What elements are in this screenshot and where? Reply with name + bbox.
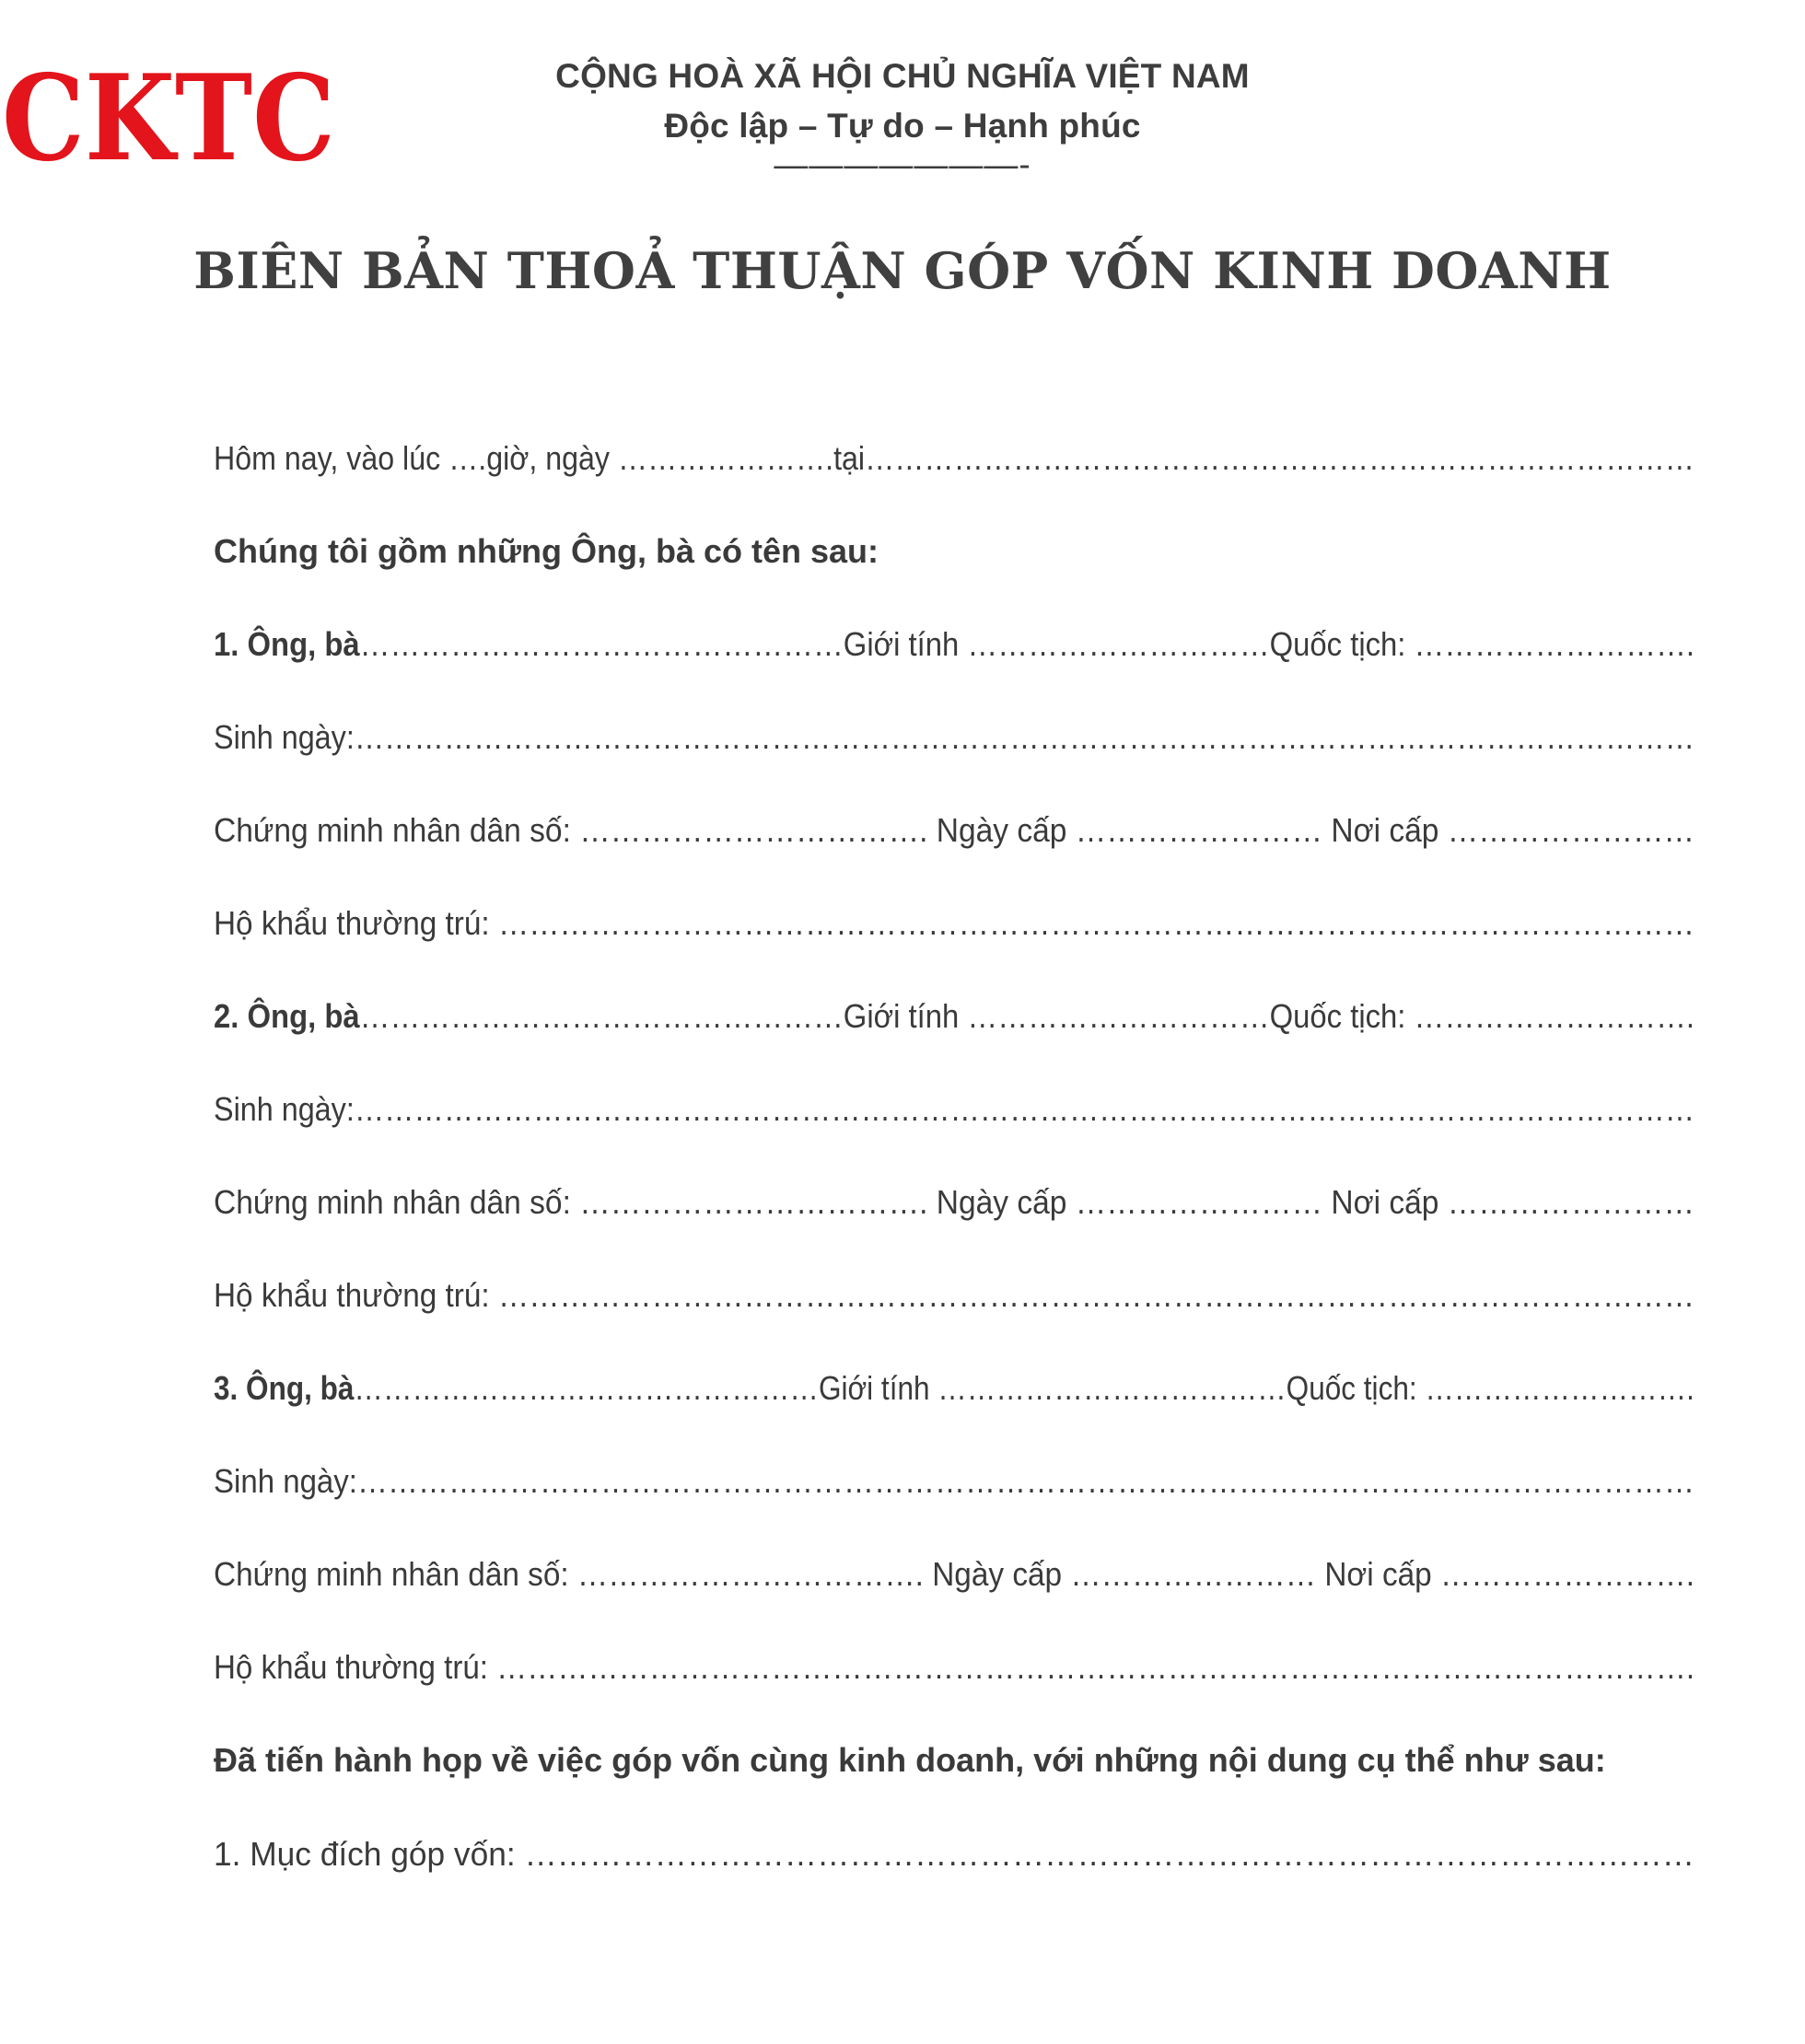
person-2-birth-line: Sinh ngày:……………………………………………………………………………………………………………………… bbox=[214, 1090, 1695, 1128]
svg-text:CKTC: CKTC bbox=[2, 50, 335, 188]
person-1-name-line bbox=[214, 625, 1694, 664]
person-3-name-line bbox=[214, 1369, 1694, 1408]
person-3-label: 3. Ông, bà bbox=[214, 1369, 355, 1407]
person-3-id-line: Chứng minh nhân dân số: ……………………………. Ngày cấp …………………… Nơi cấp ……………………. bbox=[214, 1555, 1694, 1593]
document-title: BIÊN BẢN THOẢ THUẬN GÓP VỐN KINH DOANH bbox=[193, 241, 1612, 300]
header-separator: ———————- bbox=[774, 145, 1031, 183]
person-1-address-line: Hộ khẩu thường trú: ……………………………………………………………………………………………………… bbox=[214, 904, 1695, 942]
members-heading: Chúng tôi gồm những Ông, bà có tên sau: bbox=[214, 532, 879, 570]
intro-line: Hôm nay, vào lúc ….giờ, ngày ………………….tại………………………………………………………………………… bbox=[214, 439, 1694, 477]
person-2-address-line: Hộ khẩu thường trú: ……………………………………………………………………………………………………… bbox=[214, 1276, 1695, 1314]
person-2-id-line: Chứng minh nhân dân số: ……………………………. Ngày cấp …………………… Nơi cấp …………………… bbox=[214, 1183, 1695, 1221]
person-2-fields: …………………………………………Giới tính …………………………Quốc tịch: ………………………. bbox=[359, 997, 1695, 1035]
person-1-id-line: Chứng minh nhân dân số: ……………………………. Ngày cấp …………………… Nơi cấp …………………… bbox=[214, 811, 1695, 849]
motto: Độc lập – Tự do – Hạnh phúc bbox=[664, 107, 1141, 145]
purpose-line: 1. Mục đích góp vốn: ……………………………………………………………………………………………… bbox=[214, 1835, 1695, 1873]
person-2-name-line bbox=[214, 997, 1694, 1036]
person-1-label: 1. Ông, bà bbox=[214, 625, 360, 663]
person-3-fields: …………………………………………Giới tính ………………………………Quốc tịch: ………………………. bbox=[354, 1369, 1694, 1407]
person-2-label: 2. Ông, bà bbox=[214, 997, 360, 1035]
person-3-birth-line: Sinh ngày:…………………………………………………………………………………………………………………… bbox=[214, 1462, 1695, 1500]
person-3-address-line: Hộ khẩu thường trú: ………………………………………………………………………………………………………. bbox=[214, 1648, 1695, 1686]
person-1-birth-line: Sinh ngày:……………………………………………………………………………………………………………………… bbox=[214, 718, 1695, 756]
nation-name: CỘNG HOÀ XÃ HỘI CHỦ NGHĨA VIỆT NAM bbox=[555, 57, 1250, 95]
person-1-fields: …………………………………………Giới tính …………………………Quốc tịch: ………………………. bbox=[359, 625, 1695, 663]
meeting-statement: Đã tiến hành họp về việc góp vốn cùng kinh doanh, với những nội dung cụ thể như sau: bbox=[214, 1741, 1606, 1779]
